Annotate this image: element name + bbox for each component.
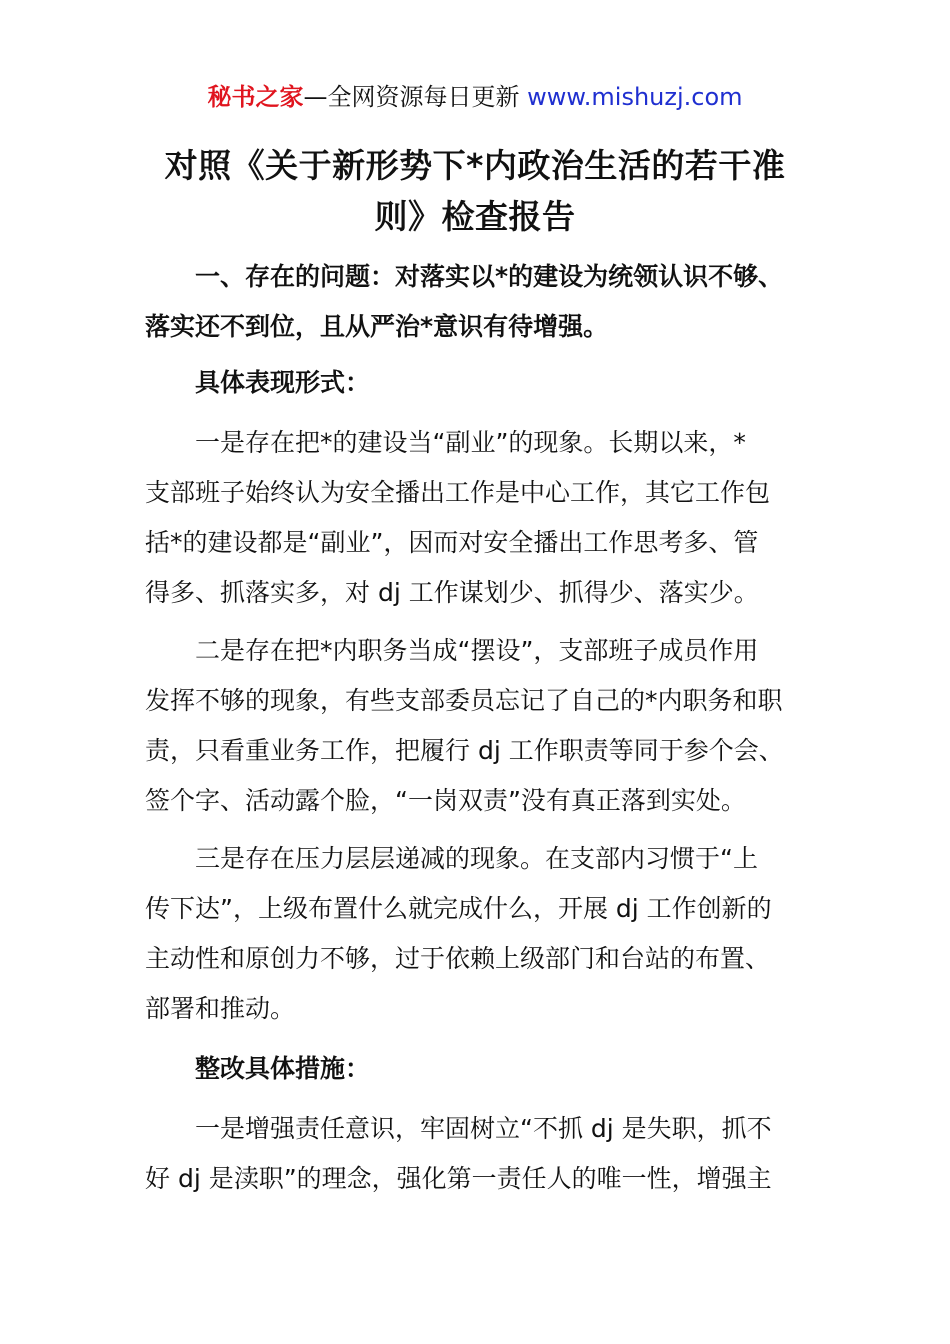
paragraph-1-line-4: 得多、抓落实多，对 dj 工作谋划少、抓得少、落实少。 bbox=[145, 578, 759, 607]
measures-label: 整改具体措施： bbox=[195, 1054, 371, 1083]
document-title bbox=[140, 140, 810, 242]
manifestation-heading bbox=[145, 358, 805, 408]
paragraph-4 bbox=[145, 1104, 805, 1204]
section-1-heading-line-1: 一、存在的问题：对落实以*的建设为统领认识不够、 bbox=[195, 262, 784, 291]
site-name: 秘书之家 bbox=[207, 83, 304, 111]
paragraph-3 bbox=[145, 834, 805, 1034]
paragraph-2-line-1: 二是存在把*内职务当成“摆设”，支部班子成员作用 bbox=[195, 636, 759, 665]
section-1-heading-line-2: 落实还不到位，且从严治*意识有待增强。 bbox=[145, 312, 609, 341]
site-tagline: —全网资源每日更新 bbox=[303, 83, 528, 111]
manifestation-label: 具体表现形式： bbox=[195, 368, 371, 397]
paragraph-1-line-1: 一是存在把*的建设当“副业”的现象。长期以来，* bbox=[195, 428, 746, 457]
paragraph-3-line-4: 部署和推动。 bbox=[145, 994, 296, 1023]
section-1-heading bbox=[145, 252, 805, 352]
paragraph-4-line-2: 好 dj 是渎职”的理念，强化第一责任人的唯一性，增强主 bbox=[145, 1164, 772, 1193]
paragraph-2-line-2: 发挥不够的现象，有些支部委员忘记了自己的*内职务和职 bbox=[145, 686, 783, 715]
measures-heading bbox=[145, 1044, 805, 1094]
paragraph-4-line-1: 一是增强责任意识，牢固树立“不抓 dj 是失职，抓不 bbox=[195, 1114, 772, 1143]
paragraph-2-line-4: 签个字、活动露个脸，“一岗双责”没有真正落到实处。 bbox=[145, 786, 746, 815]
paragraph-1-line-3: 括*的建设都是“副业”，因而对安全播出工作思考多、管 bbox=[145, 528, 759, 557]
paragraph-1-line-2: 支部班子始终认为安全播出工作是中心工作，其它工作包 bbox=[145, 478, 771, 507]
title-line-1: 对照《关于新形势下*内政治生活的若干准 bbox=[164, 146, 786, 185]
paragraph-2-line-3: 责，只看重业务工作，把履行 dj 工作职责等同于参个会、 bbox=[145, 736, 784, 765]
site-header bbox=[0, 80, 950, 114]
paragraph-1 bbox=[145, 418, 805, 618]
title-line-2: 则》检查报告 bbox=[374, 197, 576, 236]
paragraph-3-line-3: 主动性和原创力不够，过于依赖上级部门和台站的布置、 bbox=[145, 944, 771, 973]
paragraph-3-line-1: 三是存在压力层层递减的现象。在支部内习惯于“上 bbox=[195, 844, 758, 873]
paragraph-2 bbox=[145, 626, 805, 826]
site-url-link[interactable]: www.mishuzj.com bbox=[527, 83, 743, 111]
paragraph-3-line-2: 传下达”，上级布置什么就完成什么，开展 dj 工作创新的 bbox=[145, 894, 772, 923]
